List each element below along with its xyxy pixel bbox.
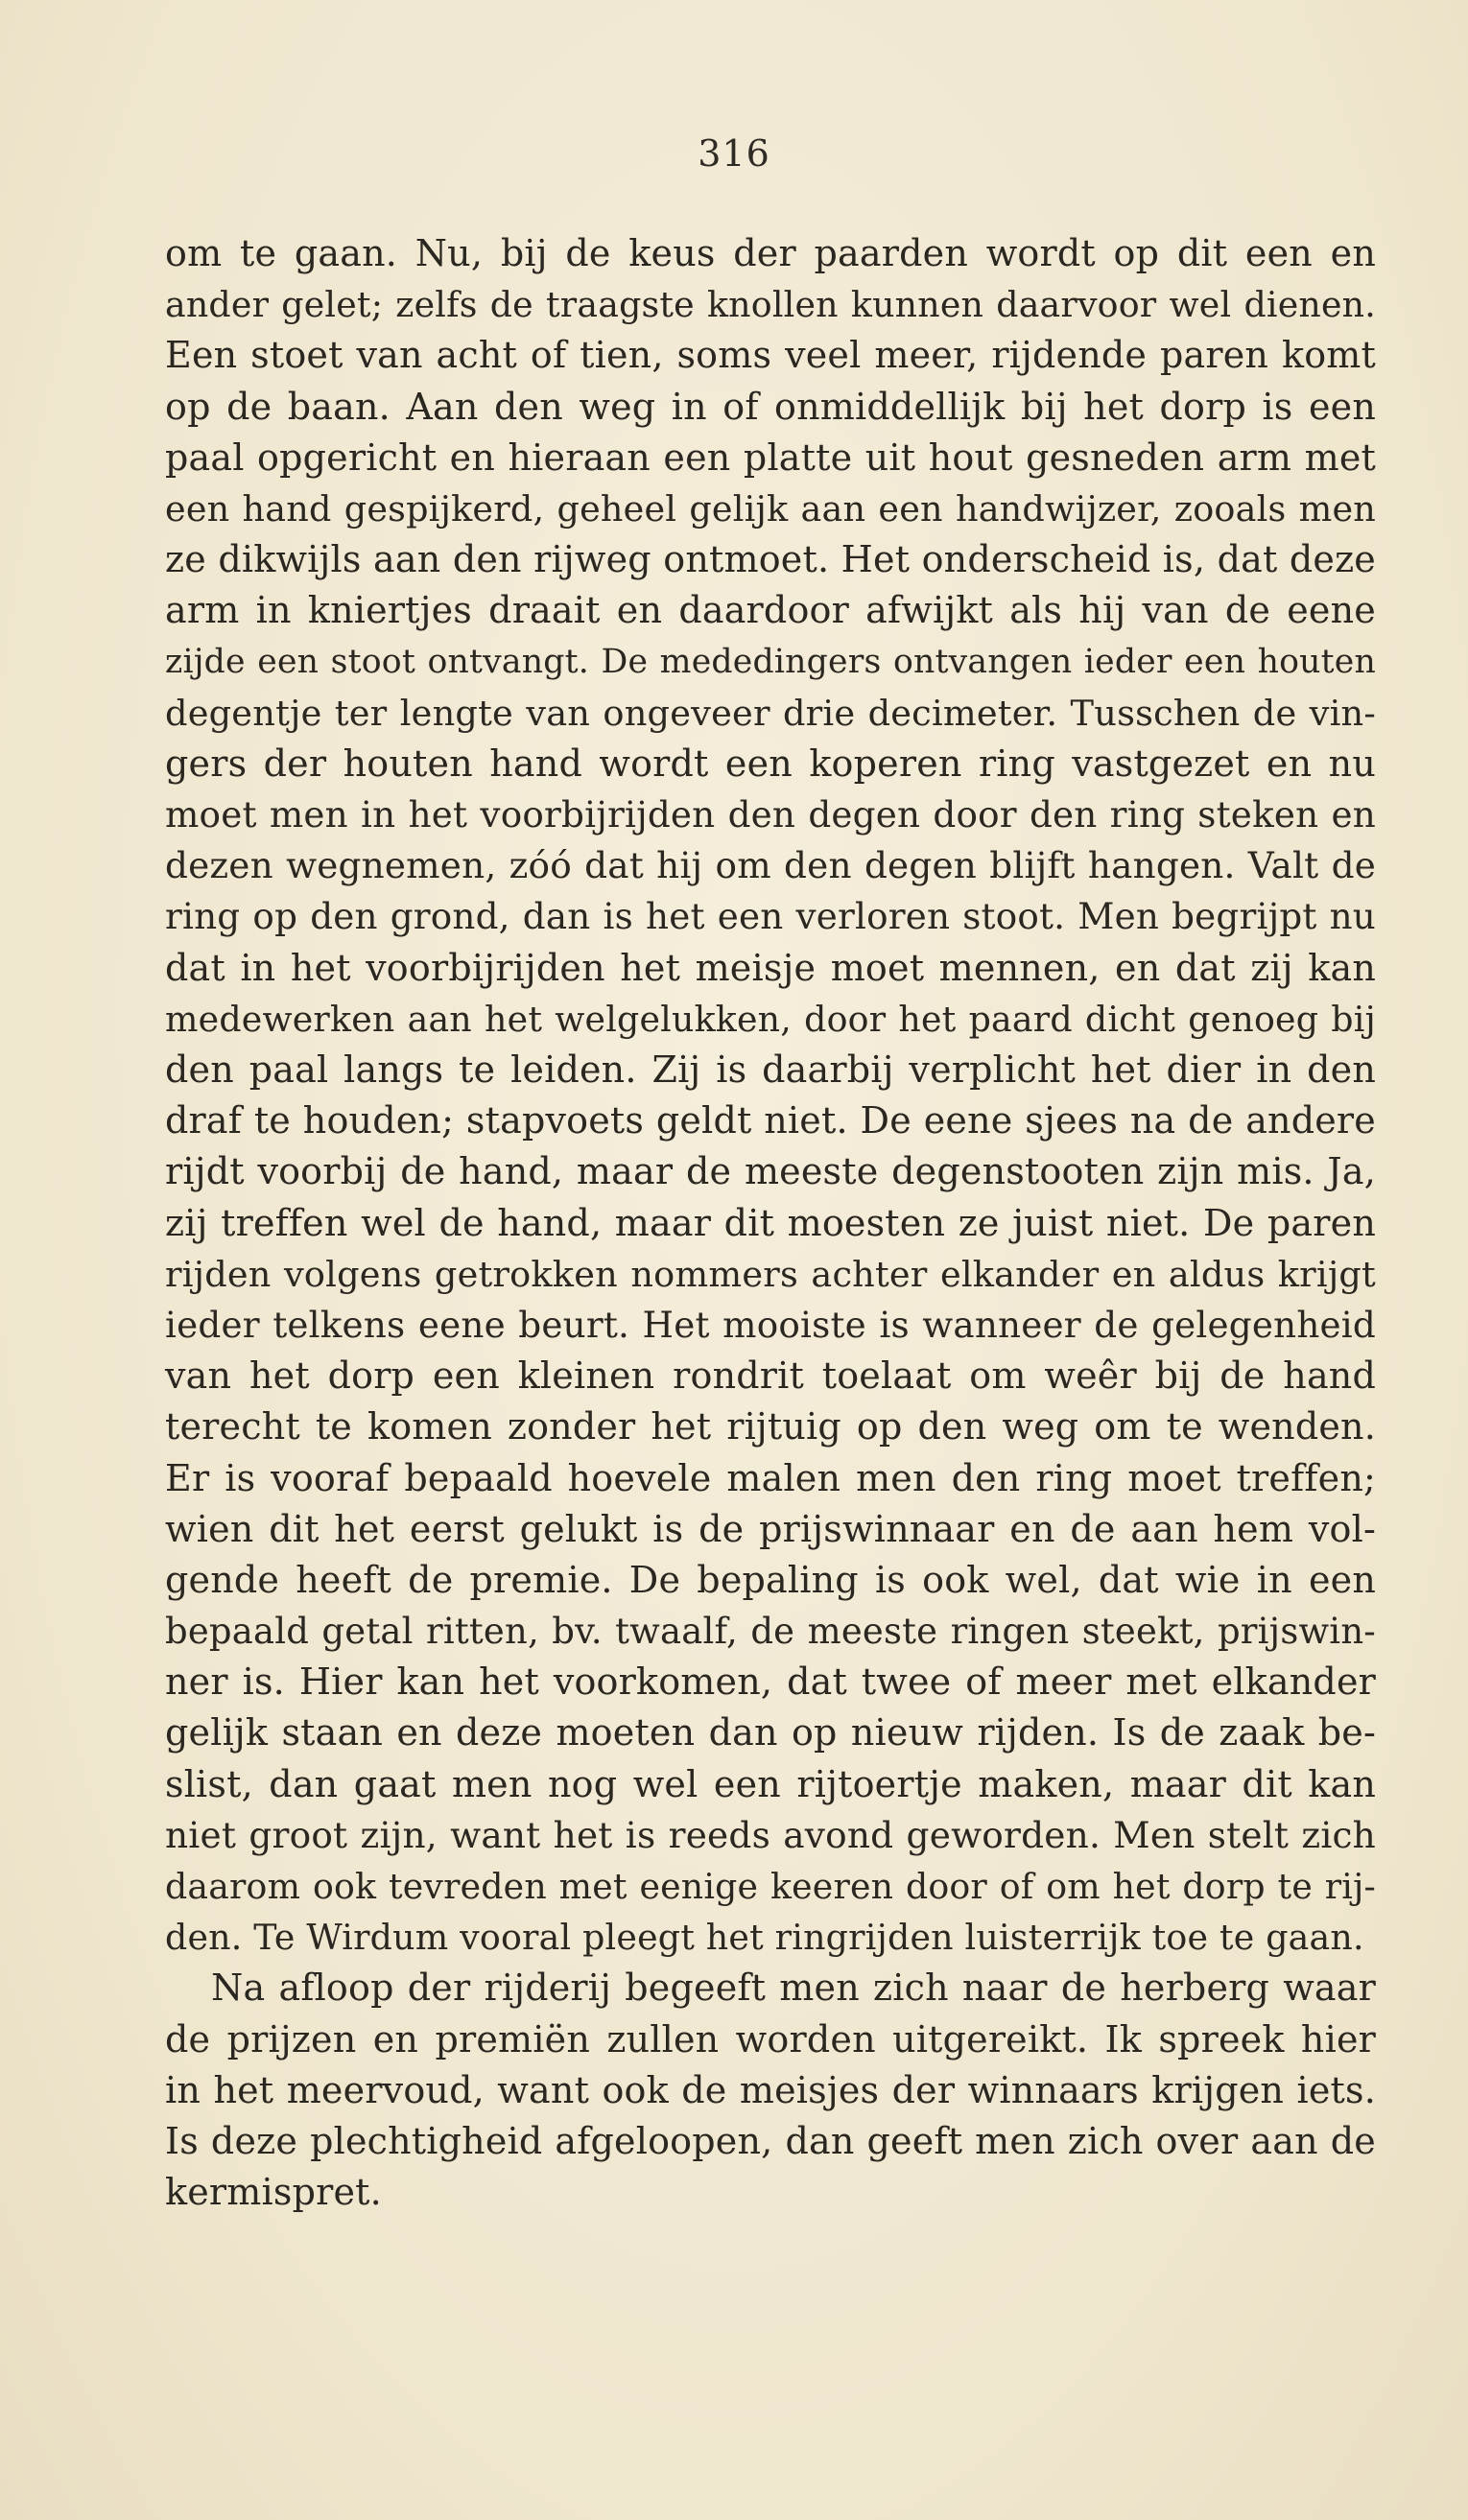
- text-line: Na afloop der rijderij begeeft men zich naar de herberg waar: [211, 1967, 1376, 2010]
- text-line: ner is. Hier kan het voorkomen, dat twee of meer met elkander: [165, 1660, 1376, 1704]
- text-line: kermispret.: [165, 2171, 382, 2214]
- text-line: dezen wegnemen, zóó dat hij om den degen blijft hangen. Valt de: [165, 844, 1376, 887]
- text-line: Een stoet van acht of tien, soms veel meer, rijdende paren komt: [165, 334, 1376, 377]
- text-line: terecht te komen zonder het rijtuig op den weg om te wenden.: [165, 1405, 1376, 1448]
- text-line: wien dit het eerst gelukt is de prijswinnaar en de aan hem vol-: [165, 1507, 1376, 1550]
- text-line: den. Te Wirdum vooral pleegt het ringrijden luisterrijk toe te gaan.: [165, 1917, 1364, 1959]
- text-line: bepaald getal ritten, bv. twaalf, de meeste ringen steekt, prijswin-: [165, 1611, 1376, 1653]
- text-line: dat in het voorbijrijden het meisje moet mennen, en dat zij kan: [165, 946, 1376, 989]
- body-text: [165, 228, 1376, 2218]
- text-line: ieder telkens eene beurt. Het mooiste is wanneer de gelegenheid: [165, 1303, 1376, 1346]
- text-line: arm in kniertjes draait en daardoor afwijkt als hij van de eene: [165, 589, 1376, 632]
- text-line: de prijzen en premiën zullen worden uitgereikt. Ik spreek hier: [165, 2017, 1376, 2061]
- text-line: ring op den grond, dan is het een verloren stoot. Men begrijpt nu: [165, 895, 1376, 938]
- text-line: degentje ter lengte van ongeveer drie decimeter. Tusschen de vin-: [165, 692, 1376, 734]
- text-line: niet groot zijn, want het is reeds avond geworden. Men stelt zich: [165, 1813, 1376, 1856]
- text-line: ander gelet; zelfs de traagste knollen kunnen daarvoor wel dienen.: [165, 284, 1376, 326]
- page-number: 316: [698, 132, 770, 175]
- text-line: gers der houten hand wordt een koperen ring vastgezet en nu: [165, 742, 1376, 785]
- text-line: in het meervoud, want ook de meisjes der winnaars krijgen iets.: [165, 2068, 1376, 2111]
- text-line: Is deze plechtigheid afgeloopen, dan geeft men zich over aan de: [165, 2119, 1376, 2162]
- text-line: medewerken aan het welgelukken, door het paard dicht genoeg bij: [165, 998, 1376, 1040]
- text-line: gende heeft de premie. De bepaling is ook wel, dat wie in een: [165, 1558, 1376, 1601]
- text-line: gelijk staan en deze moeten dan op nieuw rijden. Is de zaak be-: [165, 1711, 1376, 1755]
- text-line: rijden volgens getrokken nommers achter elkander en aldus krijgt: [165, 1253, 1376, 1295]
- text-line: zijde een stoot ontvangt. De mededingers ontvangen ieder een houten: [165, 642, 1376, 681]
- text-line: paal opgericht en hieraan een platte uit hout gesneden arm met: [165, 436, 1376, 479]
- text-line: ze dikwijls aan den rijweg ontmoet. Het onderscheid is, dat deze: [165, 538, 1376, 581]
- text-line: van het dorp een kleinen rondrit toelaat om weêr bij de hand: [165, 1354, 1376, 1398]
- text-line: moet men in het voorbijrijden den degen door den ring steken en: [165, 793, 1376, 836]
- text-line: om te gaan. Nu, bij de keus der paarden wordt op dit een en: [165, 232, 1376, 274]
- text-line: rijdt voorbij de hand, maar de meeste degenstooten zijn mis. Ja,: [165, 1150, 1376, 1193]
- text-line: een hand gespijkerd, geheel gelijk aan een handwijzer, zooals men: [165, 487, 1376, 530]
- text-line: draf te houden; stapvoets geldt niet. De eene sjees na de andere: [165, 1099, 1376, 1142]
- text-line: op de baan. Aan den weg in of onmiddellijk bij het dorp is een: [165, 385, 1376, 428]
- text-line: Er is vooraf bepaald hoevele malen men den ring moet treffen;: [165, 1456, 1376, 1499]
- text-line: den paal langs te leiden. Zij is daarbij verplicht het dier in den: [165, 1048, 1376, 1091]
- text-line: daarom ook tevreden met eenige keeren door of om het dorp te rij-: [165, 1866, 1376, 1907]
- text-line: slist, dan gaat men nog wel een rijtoertje maken, maar dit kan: [165, 1762, 1376, 1805]
- text-line: zij treffen wel de hand, maar dit moesten ze juist niet. De paren: [165, 1201, 1376, 1244]
